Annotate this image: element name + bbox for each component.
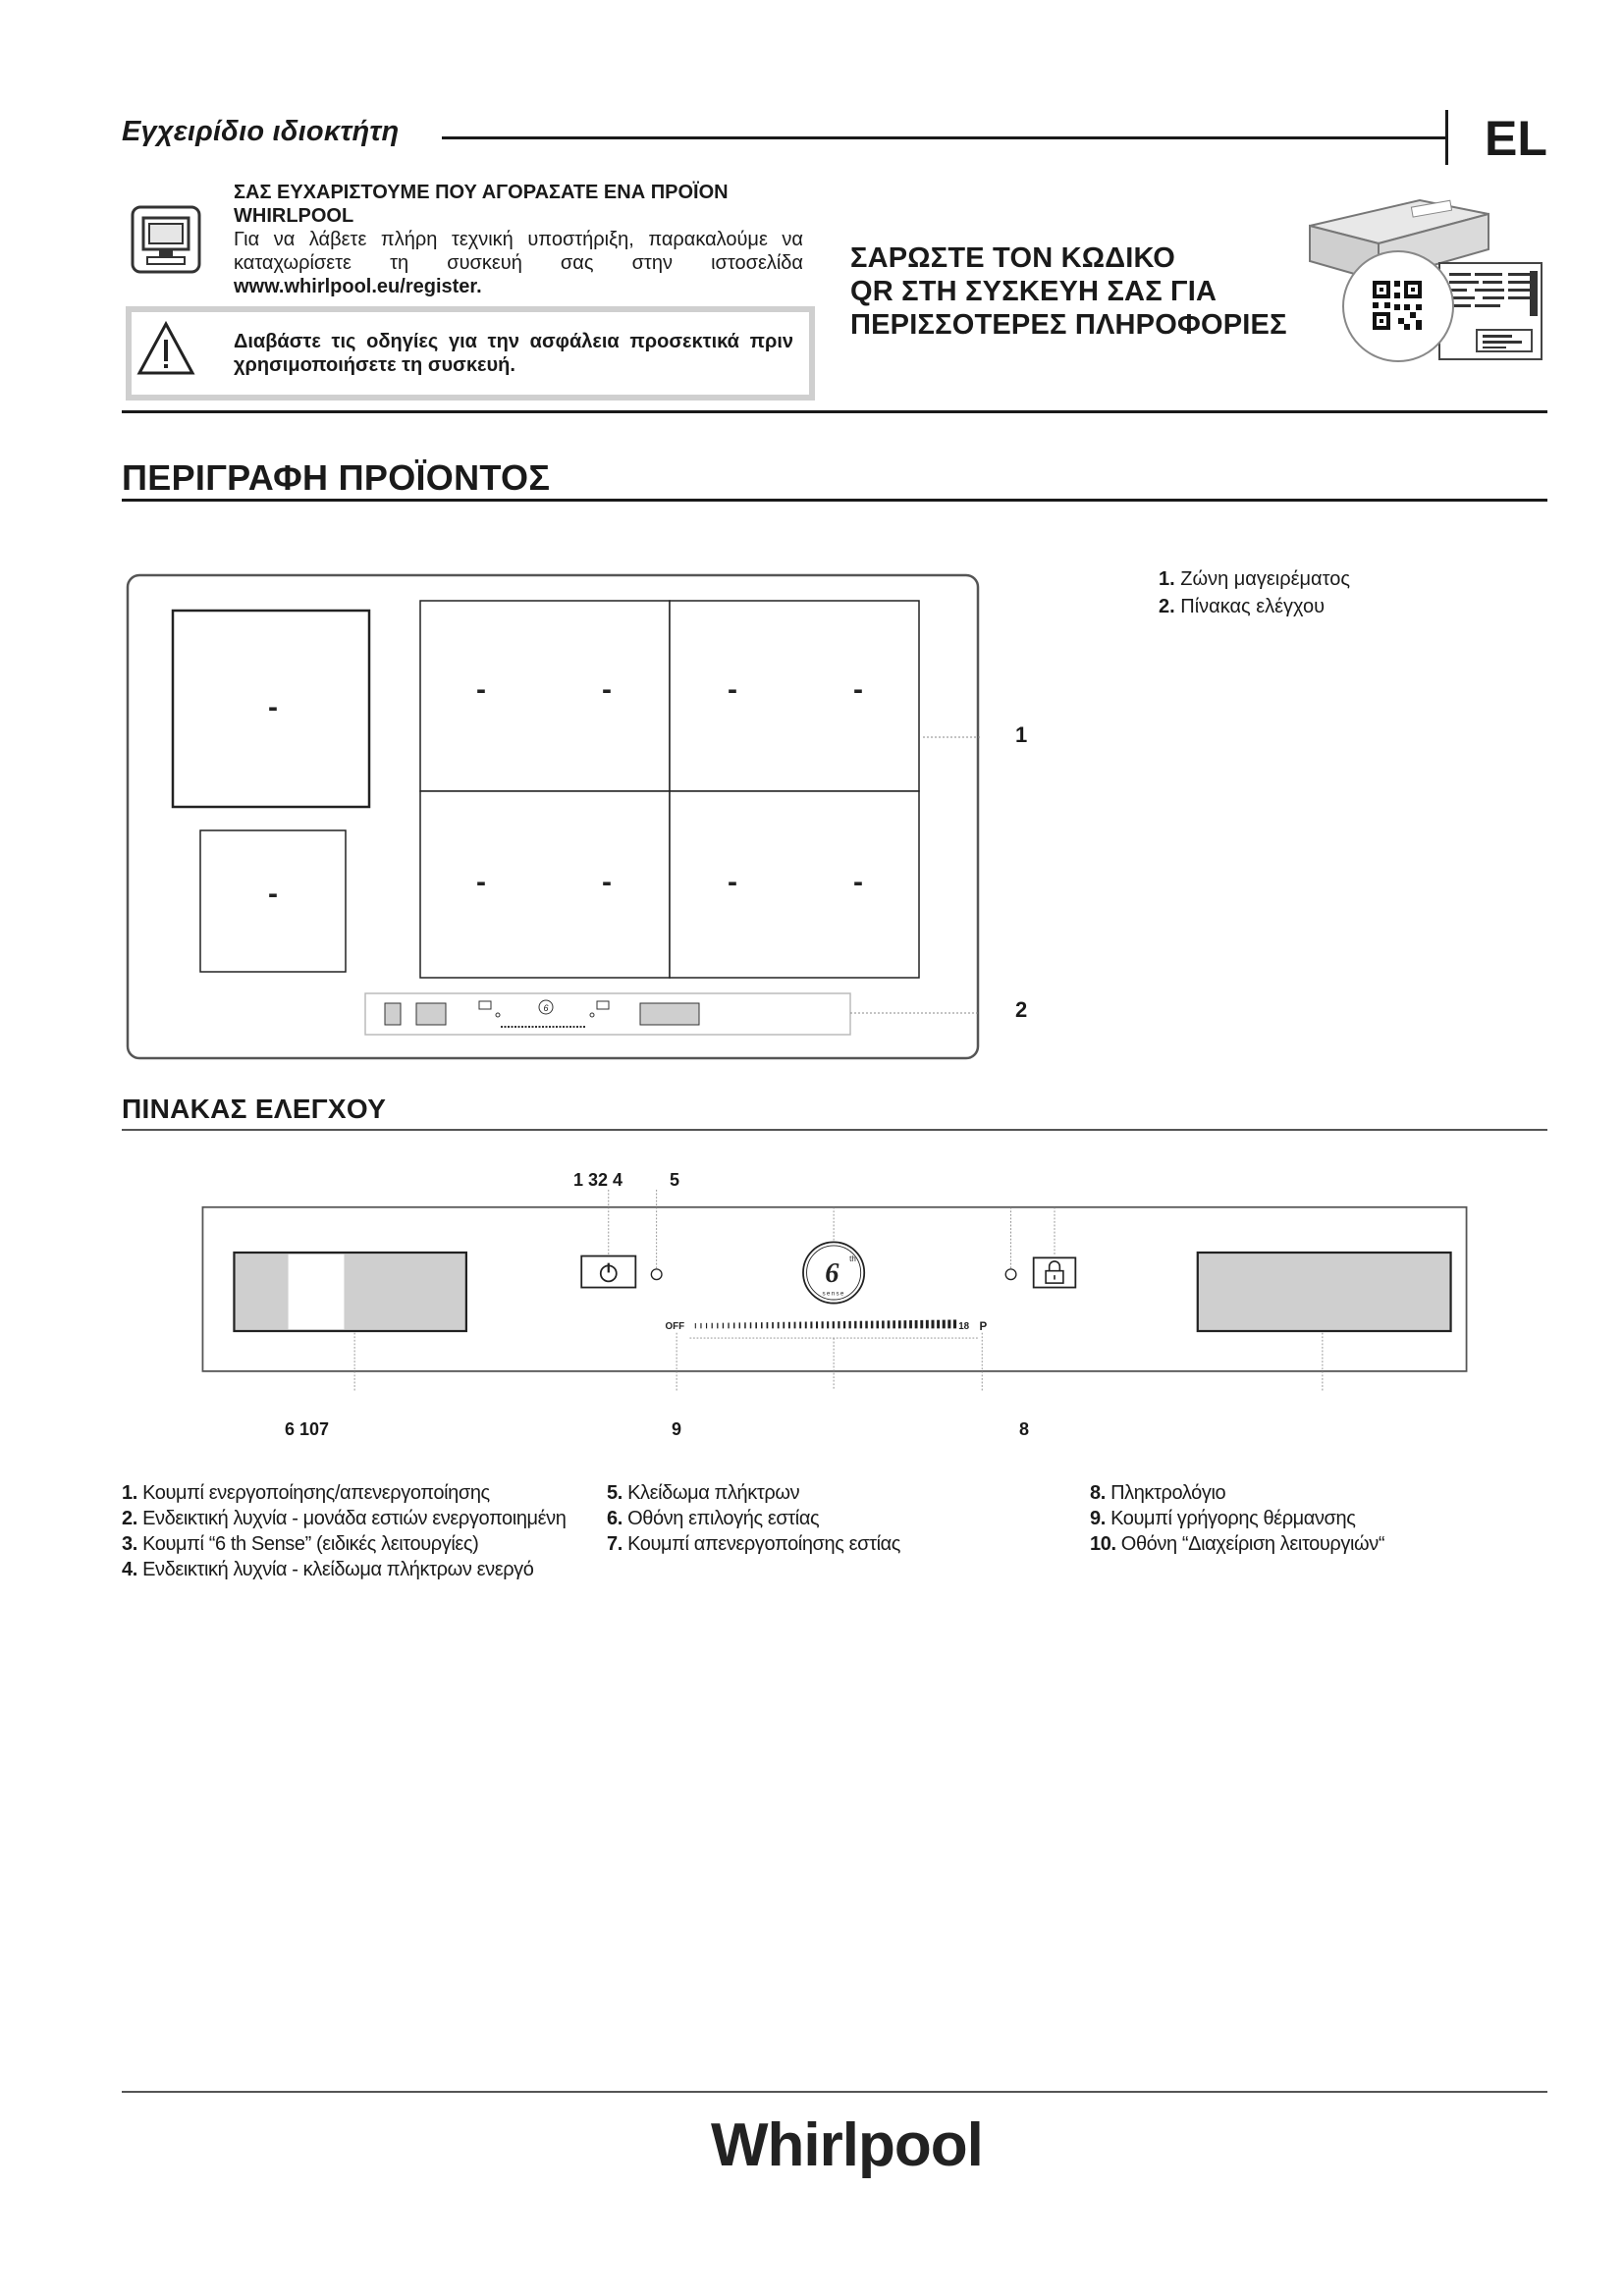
slider-tick — [947, 1320, 950, 1329]
slider-tick — [865, 1321, 867, 1329]
product-legend-item: 2. Πίνακας ελέγχου — [1159, 596, 1326, 617]
slider-tick — [860, 1321, 862, 1329]
thanks-title: ΣΑΣ ΕΥΧΑΡΙΣΤΟΥΜΕ ΠΟΥ ΑΓΟΡΑΣΑΤΕ ΕΝΑ ΠΡΟΪΟΝ WHIRLPOOL — [234, 182, 729, 227]
slider-tick — [733, 1322, 734, 1328]
zone-selection-display — [234, 1253, 465, 1331]
hob-diagram — [126, 573, 980, 1060]
callout-top-5: 5 — [670, 1170, 680, 1190]
slider-tick — [810, 1321, 812, 1328]
slider-tick — [783, 1322, 785, 1329]
legend-item: 7. Κουμπί απενεργοποίησης εστίας — [607, 1533, 901, 1555]
legend-item: 2. Ενδεικτική λυχνία - μονάδα εστιών ενεργοποιημένη — [122, 1508, 567, 1529]
zone-mark: - — [728, 866, 737, 898]
header-rule-tick — [1445, 110, 1448, 165]
flexi-zone-bottom-right — [670, 791, 919, 978]
mini-sense-icon: 6 — [543, 1003, 549, 1013]
section-divider — [122, 499, 1547, 502]
svg-text:sense: sense — [822, 1290, 845, 1298]
slider-tick — [888, 1320, 891, 1328]
flexi-zone-bottom-left — [420, 791, 670, 978]
product-legend — [1159, 565, 1350, 620]
legend-item: 6. Οθόνη επιλογής εστίας — [607, 1508, 820, 1529]
callout-bottom-8: 8 — [1019, 1419, 1030, 1439]
thanks-text: Για να λάβετε πλήρη τεχνική υποστήριξη, παρακαλούμε να καταχωρίσετε τη συσκευή σας στην ιστοσελίδα — [234, 229, 803, 274]
zone-mark: - — [268, 878, 278, 910]
slider-tick — [717, 1323, 718, 1329]
legend-item: 4. Ενδεικτική λυχνία - κλείδωμα πλήκτρων ενεργό — [122, 1559, 534, 1580]
flexi-zone-top-right — [670, 601, 919, 791]
qr-label-illustration — [1302, 196, 1545, 371]
slider-tick — [700, 1323, 701, 1328]
product-legend-item: 1. Ζώνη μαγειρέματος — [1159, 568, 1350, 590]
slider-tick — [728, 1323, 729, 1329]
slider-tick — [794, 1322, 796, 1329]
slider-tick — [915, 1320, 918, 1328]
legend-item: 3. Κουμπί “6 th Sense” (ειδικές λειτουργίες) — [122, 1533, 479, 1555]
section-divider — [122, 1129, 1547, 1131]
slider-tick — [822, 1321, 824, 1328]
slider-tick — [898, 1320, 901, 1328]
slider-tick — [931, 1320, 934, 1329]
slider-tick — [854, 1321, 856, 1329]
slider-tick — [799, 1322, 801, 1329]
zone-mark: - — [853, 673, 863, 706]
legend-item: 8. Πληκτρολόγιο — [1090, 1482, 1226, 1504]
slider-max-label: 18 — [958, 1321, 970, 1333]
slider-off-label: OFF — [665, 1321, 685, 1333]
slider-tick — [772, 1322, 774, 1328]
zone-mark: - — [476, 673, 486, 706]
zone-mark: - — [476, 866, 486, 898]
slider-tick — [909, 1320, 912, 1328]
safety-warning-text: Διαβάστε τις οδηγίες για την ασφάλεια προσεκτικά πριν χρησιμοποιήσετε τη συσκευή. — [234, 331, 793, 376]
qr-line-2: QR ΣΤΗ ΣΥΣΚΕΥΗ ΣΑΣ ΓΙΑ — [850, 276, 1218, 307]
slider-tick — [744, 1322, 746, 1328]
slider-tick — [953, 1319, 956, 1328]
callout-2: 2 — [1015, 997, 1028, 1022]
qr-line-3: ΠΕΡΙΣΣΟΤΕΡΕΣ ΠΛΗΡΟΦΟΡΙΕΣ — [850, 309, 1287, 341]
legend-item: 9. Κουμπί γρήγορης θέρμανσης — [1090, 1508, 1356, 1529]
slider-tick — [926, 1320, 929, 1329]
product-description-title: ΠΕΡΙΓΡΑΦΗ ΠΡΟΪΟΝΤΟΣ — [122, 457, 551, 498]
warning-triangle-icon — [135, 320, 196, 377]
slider-tick — [882, 1320, 885, 1328]
slider-tick — [816, 1321, 818, 1328]
function-display — [1198, 1253, 1451, 1331]
zone-mark: - — [602, 673, 612, 706]
register-url[interactable]: www.whirlpool.eu/register. — [234, 276, 482, 297]
slider-tick — [893, 1320, 895, 1328]
slider-tick — [903, 1320, 906, 1328]
control-legend-col-3 — [1090, 1480, 1551, 1557]
boost-label: P — [979, 1321, 988, 1334]
zone-mark: - — [853, 866, 863, 898]
slider-tick — [833, 1321, 835, 1328]
qr-instruction — [850, 241, 1312, 342]
slider-tick — [937, 1320, 940, 1329]
legend-item: 10. Οθόνη “Διαχείριση λειτουργιών“ — [1090, 1533, 1385, 1555]
section-divider — [122, 410, 1547, 413]
manual-title: Εγχειρίδιο ιδιοκτήτη — [122, 116, 400, 147]
slider-tick — [755, 1322, 757, 1328]
slider-tick — [876, 1321, 879, 1329]
slider-tick — [920, 1320, 923, 1328]
callout-1: 1 — [1015, 722, 1028, 747]
power-indicator-led — [651, 1269, 662, 1280]
control-panel-diagram — [122, 1190, 1547, 1425]
svg-text:th: th — [849, 1254, 856, 1263]
language-code: EL — [1485, 111, 1547, 166]
qr-line-1: ΣΑΡΩΣΤΕ ΤΟΝ ΚΩΔΙΚΟ — [850, 242, 1176, 274]
header-rule — [442, 136, 1447, 139]
svg-text:6: 6 — [825, 1258, 839, 1290]
slider-tick — [871, 1321, 873, 1329]
callout-bottom-6107: 6 107 — [285, 1419, 330, 1439]
slider-tick — [778, 1322, 780, 1328]
control-legend-col-2 — [607, 1480, 1039, 1557]
slider-tick — [739, 1322, 740, 1328]
slider-tick — [805, 1321, 807, 1328]
slider-tick — [750, 1322, 752, 1328]
footer-divider — [122, 2091, 1547, 2093]
control-legend-col-1 — [122, 1480, 583, 1582]
slider-tick — [761, 1322, 763, 1328]
callout-top-1324: 1 32 4 — [573, 1170, 623, 1190]
slider-tick — [723, 1323, 724, 1329]
slider-tick — [943, 1320, 946, 1329]
slider-tick — [843, 1321, 845, 1328]
slider-tick — [848, 1321, 850, 1328]
control-panel-title: ΠΙΝΑΚΑΣ ΕΛΕΓΧΟΥ — [122, 1094, 387, 1124]
zone-mark: - — [268, 691, 278, 723]
slider-tick — [706, 1323, 707, 1329]
callout-bottom-9: 9 — [672, 1419, 682, 1439]
slider-tick — [695, 1323, 696, 1328]
lock-indicator-led — [1005, 1269, 1016, 1280]
monitor-icon — [130, 204, 202, 275]
slider-tick — [767, 1322, 769, 1328]
legend-item: 1. Κουμπί ενεργοποίησης/απενεργοποίησης — [122, 1482, 490, 1504]
zone-mark: - — [602, 866, 612, 898]
slider-tick — [788, 1322, 790, 1329]
slider-tick — [712, 1323, 713, 1329]
slider-tick — [838, 1321, 839, 1328]
whirlpool-logo: Whirlpool — [711, 2111, 983, 2179]
slider-tick — [827, 1321, 829, 1328]
flexi-zone-top-left — [420, 601, 670, 791]
legend-item: 5. Κλείδωμα πλήκτρων — [607, 1482, 800, 1504]
zone-mark: - — [728, 673, 737, 706]
